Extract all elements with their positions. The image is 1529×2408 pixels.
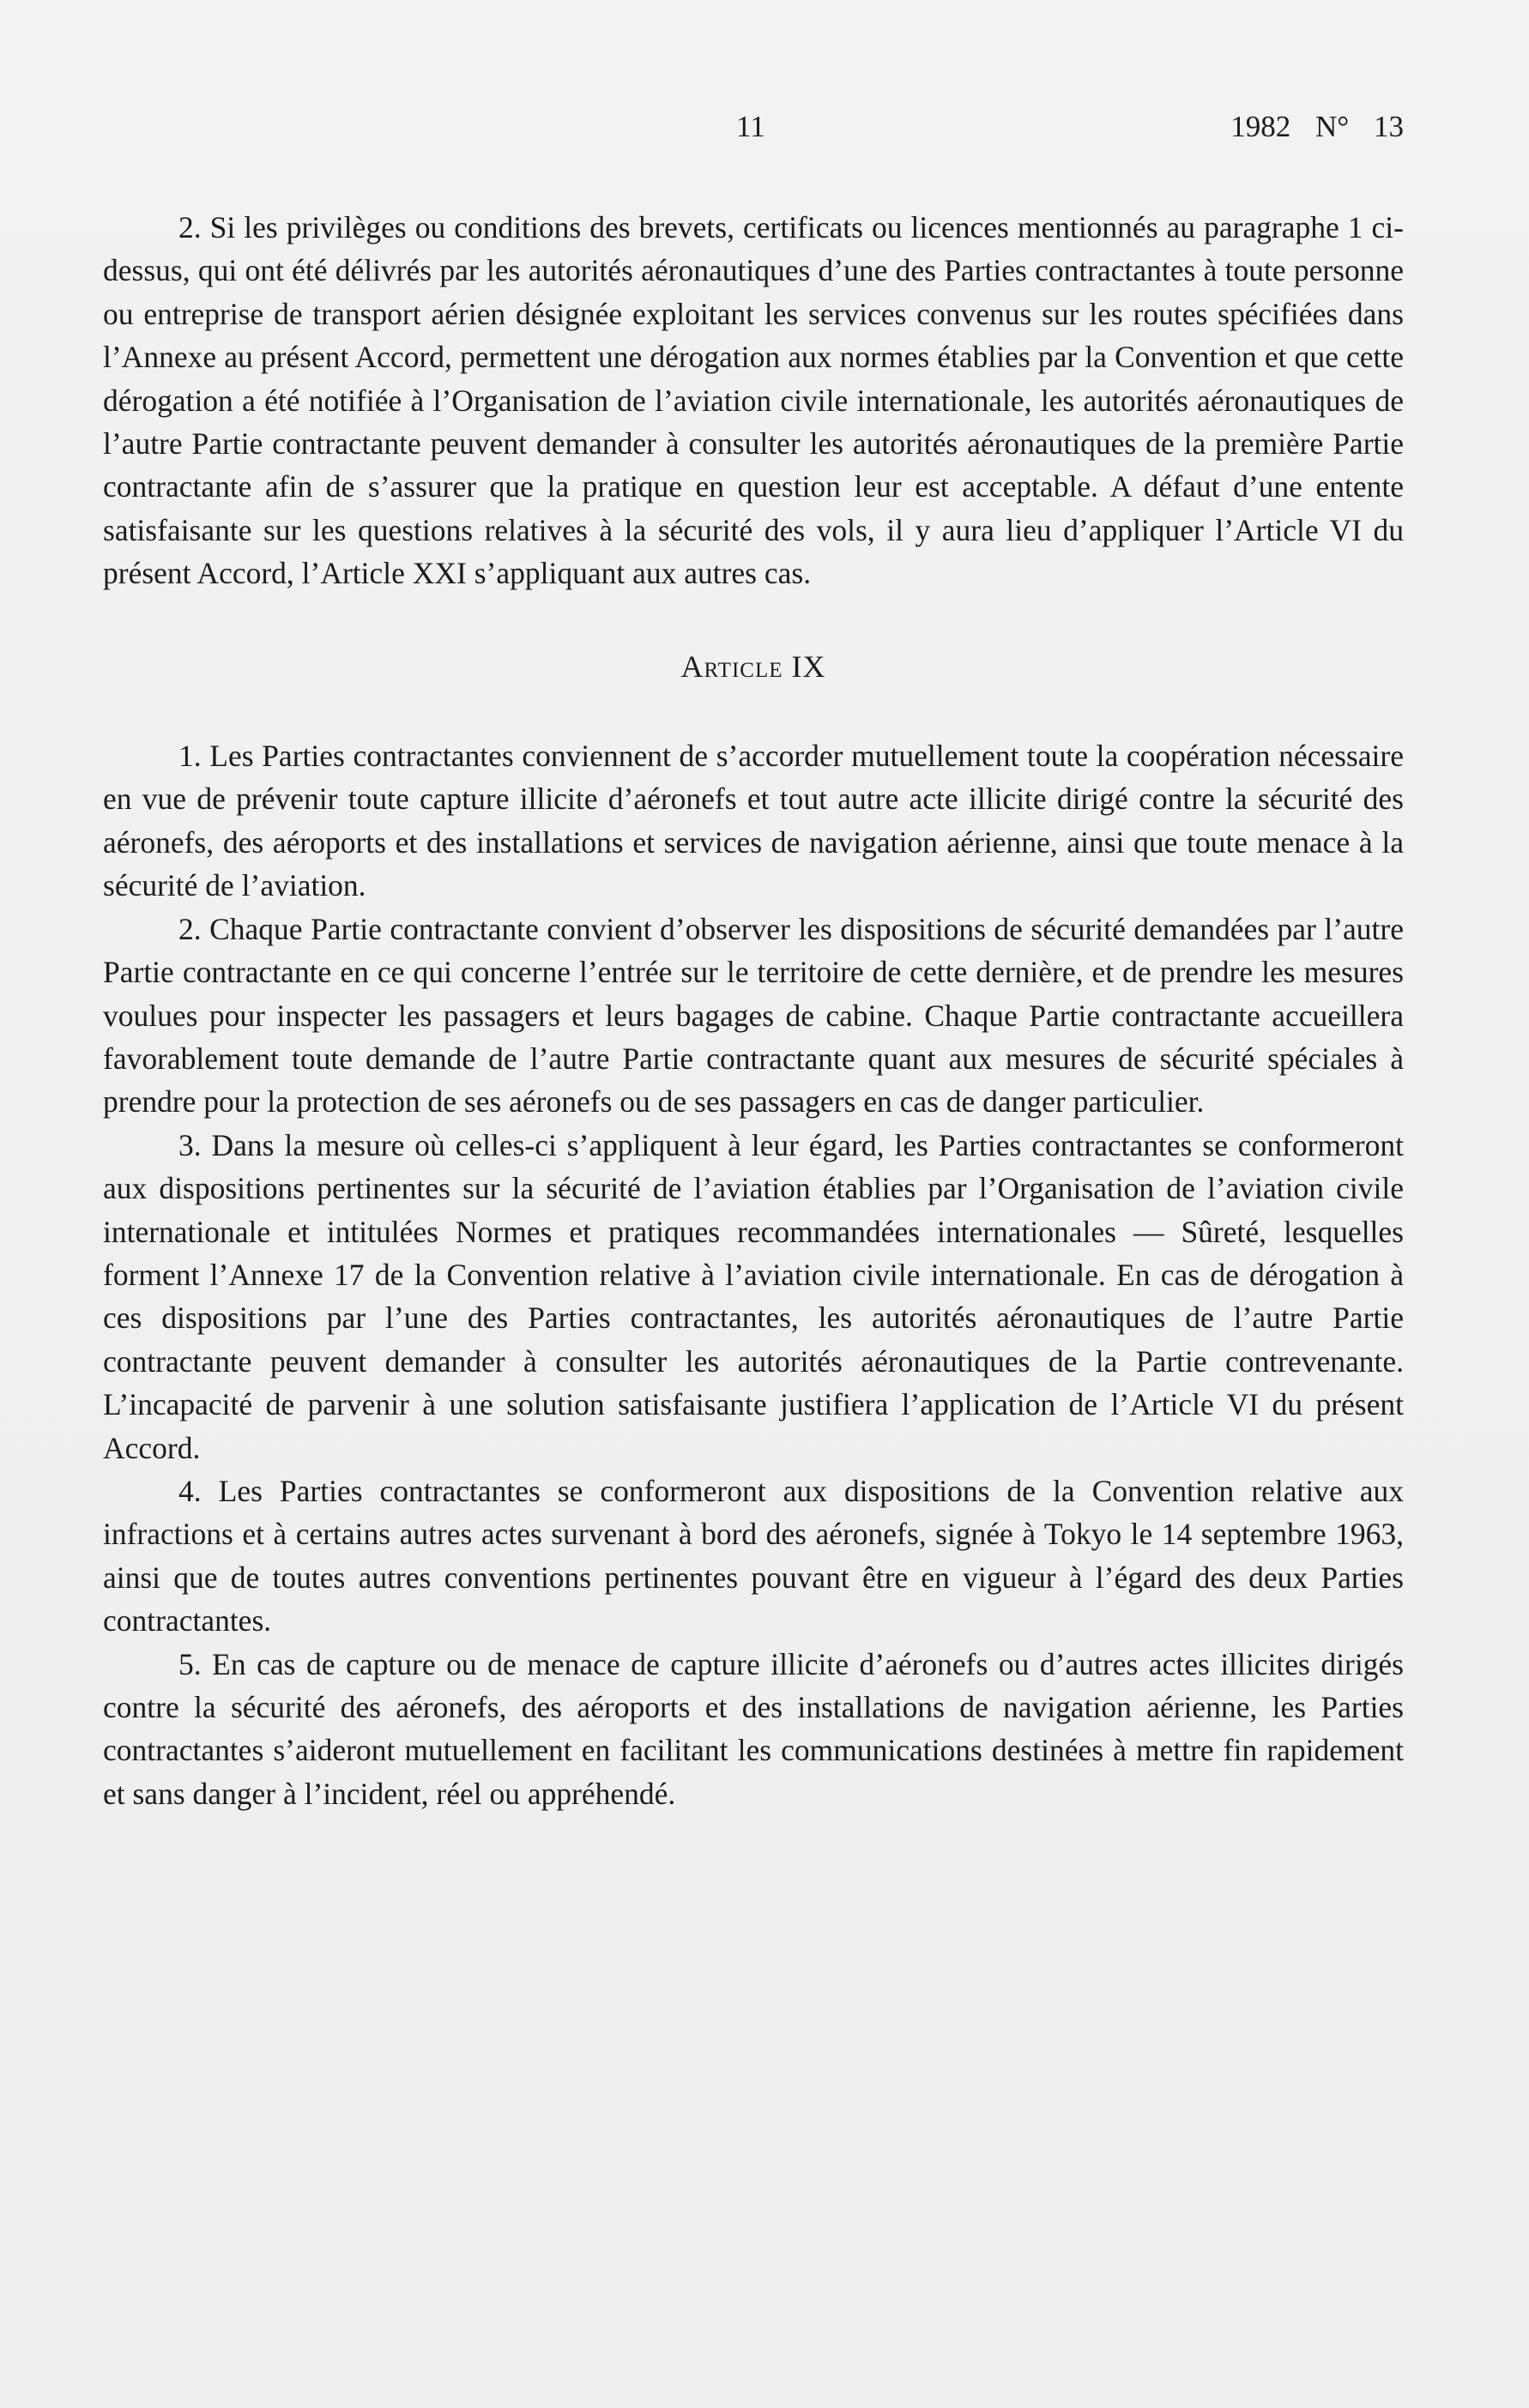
article-paragraph-1: 1. Les Parties contractantes conviennent de s’accorder mutuellement toute la coopération nécessaire en vue de prévenir toute capture illicite d’aéronefs et tout autre acte illicite dirigé contre la sécurité des aéronefs, des aéroports et des installations et services de navigation aérienne, ainsi que toute menace à la sécurité de l’aviation. [103,739,1404,903]
paragraph-preceding-article-2: 2. Si les privilèges ou conditions des brevets, certificats ou licences mentionnés au paragraphe 1 ci-dessus, qui ont été délivrés par les autorités aéronautiques d’une des Parties contractantes à toute personne ou entreprise de transport aérien désignée exploitant les services convenus sur les routes spécifiées dans l’Annexe au présent Accord, permettent une dérogation aux normes établies par la Convention et que cette dérogation a été notifiée à l’Organisation de l’aviation civile internationale, les autorités aéronautiques de l’autre Partie contractante peuvent demander à consulter les autorités aéronautiques de la première Partie contractante afin de s’assurer que la pratique en question leur est acceptable. A défaut d’une entente satisfaisante sur les questions relatives à la sécurité des vols, il y aura lieu d’appliquer l’Article VI du présent Accord, l’Article XXI s’appliquant aux autres cas. [103,210,1404,591]
document-body [103,206,1404,1815]
article-paragraph-3: 3. Dans la mesure où celles-ci s’appliquent à leur égard, les Parties contractantes se conformeront aux dispositions pertinentes sur la sécurité de l’aviation établies par l’Organisation de l’aviation civile internationale et intitulées Normes et pratiques recommandées internationales — Sûreté, lesquelles forment l’Annexe 17 de la Convention relative à l’aviation civile internationale. En cas de dérogation à ces dispositions par l’une des Parties contractantes, les autorités aéronautiques de l’autre Partie contractante peuvent demander à consulter les autorités aéronautiques de la Partie contrevenante. L’incapacité de parvenir à une solution satisfaisante justifiera l’application de l’Article VI du présent Accord. [103,1127,1404,1465]
article-paragraph-2: 2. Chaque Partie contractante convient d’observer les dispositions de sécurité demandées par l’autre Partie contractante en ce qui concerne l’entrée sur le territoire de cette dernière, et de prendre les mesures voulues pour inspecter les passagers et leurs bagages de cabine. Chaque Partie contractante accueillera favorablement toute demande de l’autre Partie contractante quant aux mesures de sécurité spéciales à prendre pour la protection de ses aéronefs ou de ses passagers en cas de danger particulier. [103,911,1404,1120]
page-number: 11 [736,110,765,143]
article-paragraph-4: 4. Les Parties contractantes se conformeront aux dispositions de la Convention relative aux infractions et à certains autres actes survenant à bord des aéronefs, signée à Tokyo le 14 septembre 1963, ainsi que de toutes autres conventions pertinentes pouvant être en vigueur à l’égard des deux Parties contractantes. [103,1473,1404,1639]
article-heading: Article IX [680,649,826,684]
page-header [103,110,1404,153]
article-paragraph-5: 5. En cas de capture ou de menace de capture illicite d’aéronefs ou d’autres actes illicites dirigés contre la sécurité des aéronefs, des aéroports et des installations de navigation aérienne, les Parties contractantes s’aideront mutuellement en facilitant les communications destinées à mettre fin rapidement et sans danger à l’incident, réel ou appréhendé. [103,1646,1404,1811]
gazette-reference: 1982 N° 13 [1230,110,1404,143]
